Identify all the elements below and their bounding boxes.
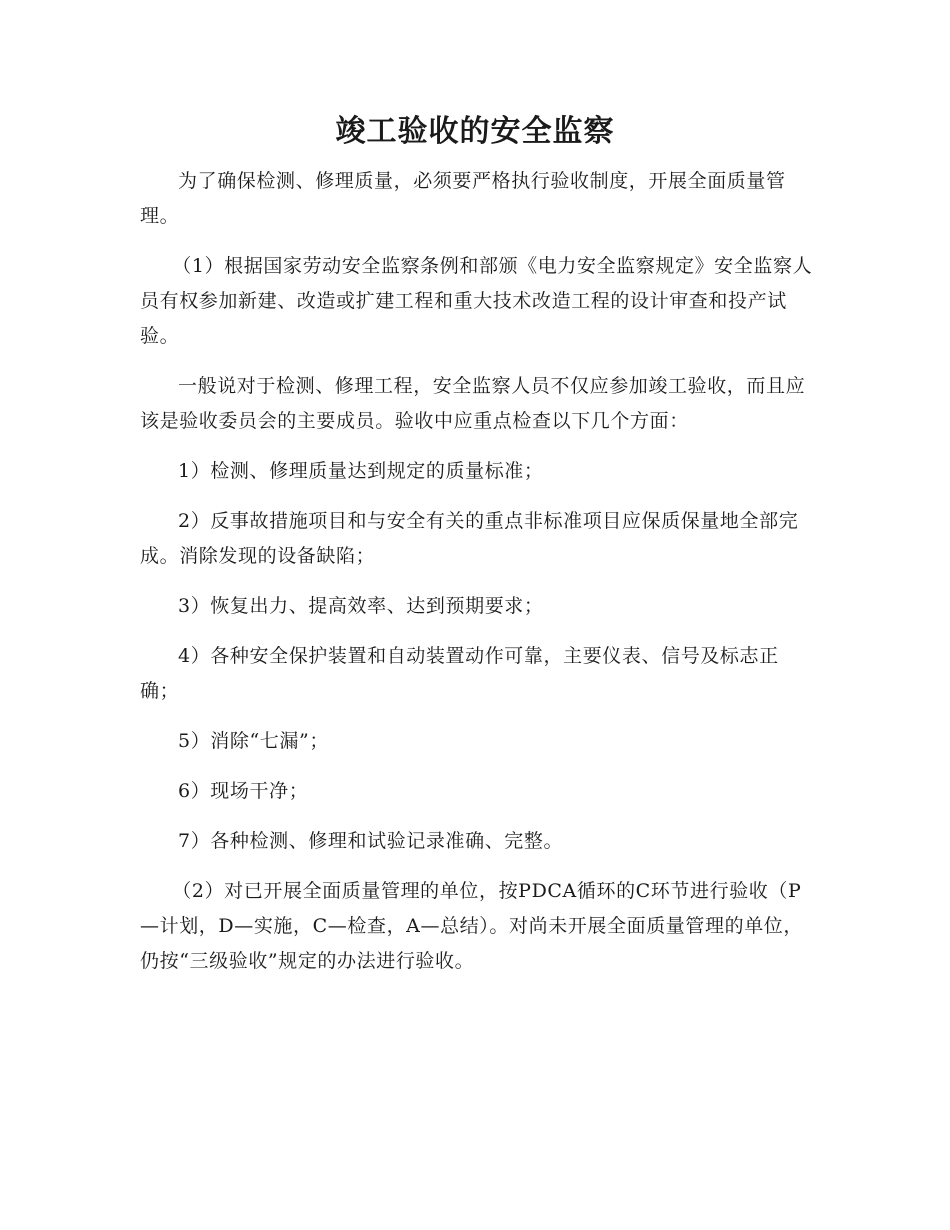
list-item-1: 1）检测、修理质量达到规定的质量标准； [178,460,544,482]
intro-paragraph: 为了确保检测、修理质量，必须要严格执行验收制度，开展全面质量管理。 [140,170,786,227]
inspection-intro-paragraph: 一般说对于检测、修理工程，安全监察人员不仅应参加竣工验收，而且应该是验收委员会的主要成员。验收中应重点检查以下几个方面： [140,375,806,432]
section-1-paragraph: （1）根据国家劳动安全监察条例和部颁《电力安全监察规定》安全监察人员有权参加新建、改造或扩建工程和重大技术改造工程的设计审查和投产试验。 [140,255,813,347]
document-body [140,164,816,994]
section-2-paragraph: （2）对已开展全面质量管理的单位，按PDCA循环的C环节进行验收（P—计划，D—实施，C—检查，A—总结）。对尚未开展全面质量管理的单位，仍按“三级验收”规定的办法进行验收。 [140,880,803,972]
list-item-5: 5）消除“七漏”； [178,730,329,752]
list-item-2: 2）反事故措施项目和与安全有关的重点非标准项目应保质保量地全部完成。消除发现的设备缺陷； [140,510,799,567]
list-item-4: 4）各种安全保护装置和自动装置动作可靠，主要仪表、信号及标志正确； [140,645,779,702]
list-item-7: 7）各种检测、修理和试验记录准确、完整。 [178,830,564,852]
list-item-6: 6）现场干净； [178,780,309,802]
document-title: 竣工验收的安全监察 [335,114,615,149]
list-item-3: 3）恢复出力、提高效率、达到预期要求； [178,595,544,617]
